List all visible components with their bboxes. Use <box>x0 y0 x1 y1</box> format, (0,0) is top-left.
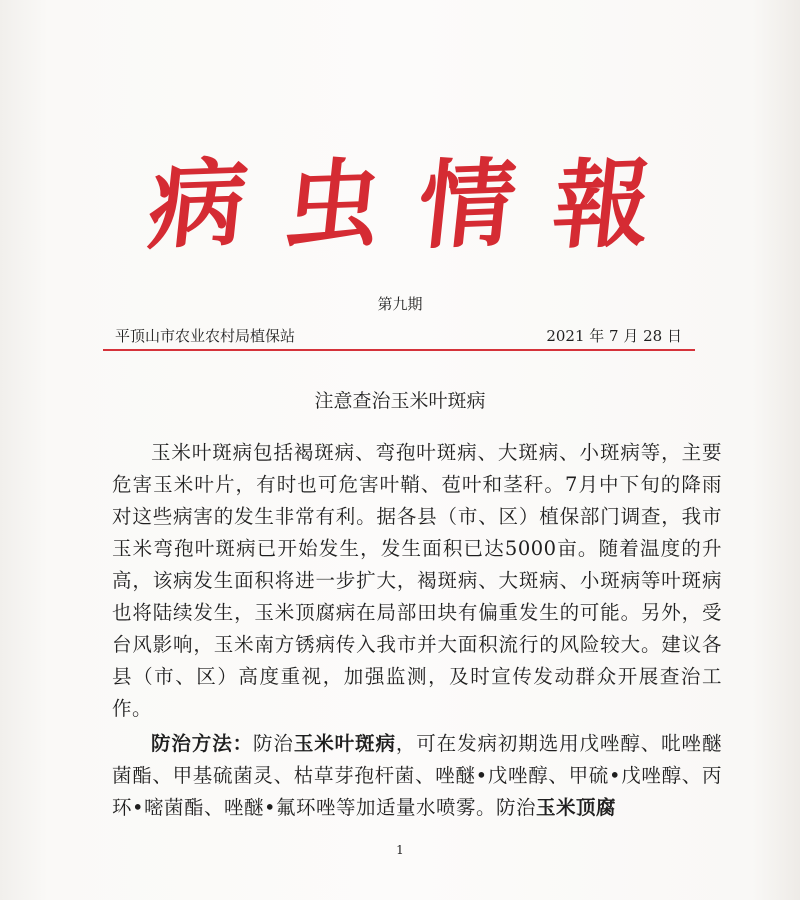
paragraph-2-text-a: 防治 <box>253 732 294 755</box>
issue-date: 2021 年 7 月 28 日 <box>546 327 682 345</box>
control-methods-heading: 防治方法： <box>151 732 254 755</box>
disease-name-emphasis: 玉米叶斑病 <box>293 732 396 755</box>
masthead-title <box>143 146 657 263</box>
paragraph-2-text-b: ，可在发病初期选用戊唑醇、吡唑醚菌酯、甲基硫菌灵、枯草芽孢杆菌、唑醚•戊唑醇、甲硫•戊唑醇、丙环•嘧菌酯、唑醚•氟环唑等加适量水喷雾。防治 <box>112 732 722 819</box>
masthead-char-4: 報 <box>547 146 657 263</box>
article-title: 注意查治玉米叶斑病 <box>314 390 486 412</box>
disease-name-emphasis-2: 玉米顶腐 <box>536 796 617 819</box>
paragraph-1: 玉米叶斑病包括褐斑病、弯孢叶斑病、大斑病、小斑病等，主要危害玉米叶片，有时也可危害叶鞘、苞叶和茎秆。7月中下旬的降雨对这些病害的发生非常有利。据各县（市、区）植保部门调查，我市玉米弯孢叶斑病已开始发生，发生面积已达5000亩。随着温度的升高，该病发生面积将进一步扩大，褐斑病、大斑病、小斑病等叶斑病也将陆续发生，玉米顶腐病在局部田块有偏重发生的可能。另外，受台风影响，玉米南方锈病传入我市并大面积流行的风险较大。建议各县（市、区）高度重视，加强监测，及时宣传发动群众开展查治工作。 <box>112 441 722 720</box>
page-number: 1 <box>396 843 404 857</box>
issuing-agency: 平顶山市农业农村局植保站 <box>115 327 296 345</box>
issue-number: 第九期 <box>377 295 423 313</box>
masthead-char-3: 情 <box>413 146 522 263</box>
paragraph-2 <box>112 728 722 824</box>
masthead-char-2: 虫 <box>278 146 387 263</box>
article-body <box>112 437 722 824</box>
header-divider <box>103 349 695 351</box>
masthead-char-1: 病 <box>143 146 253 263</box>
